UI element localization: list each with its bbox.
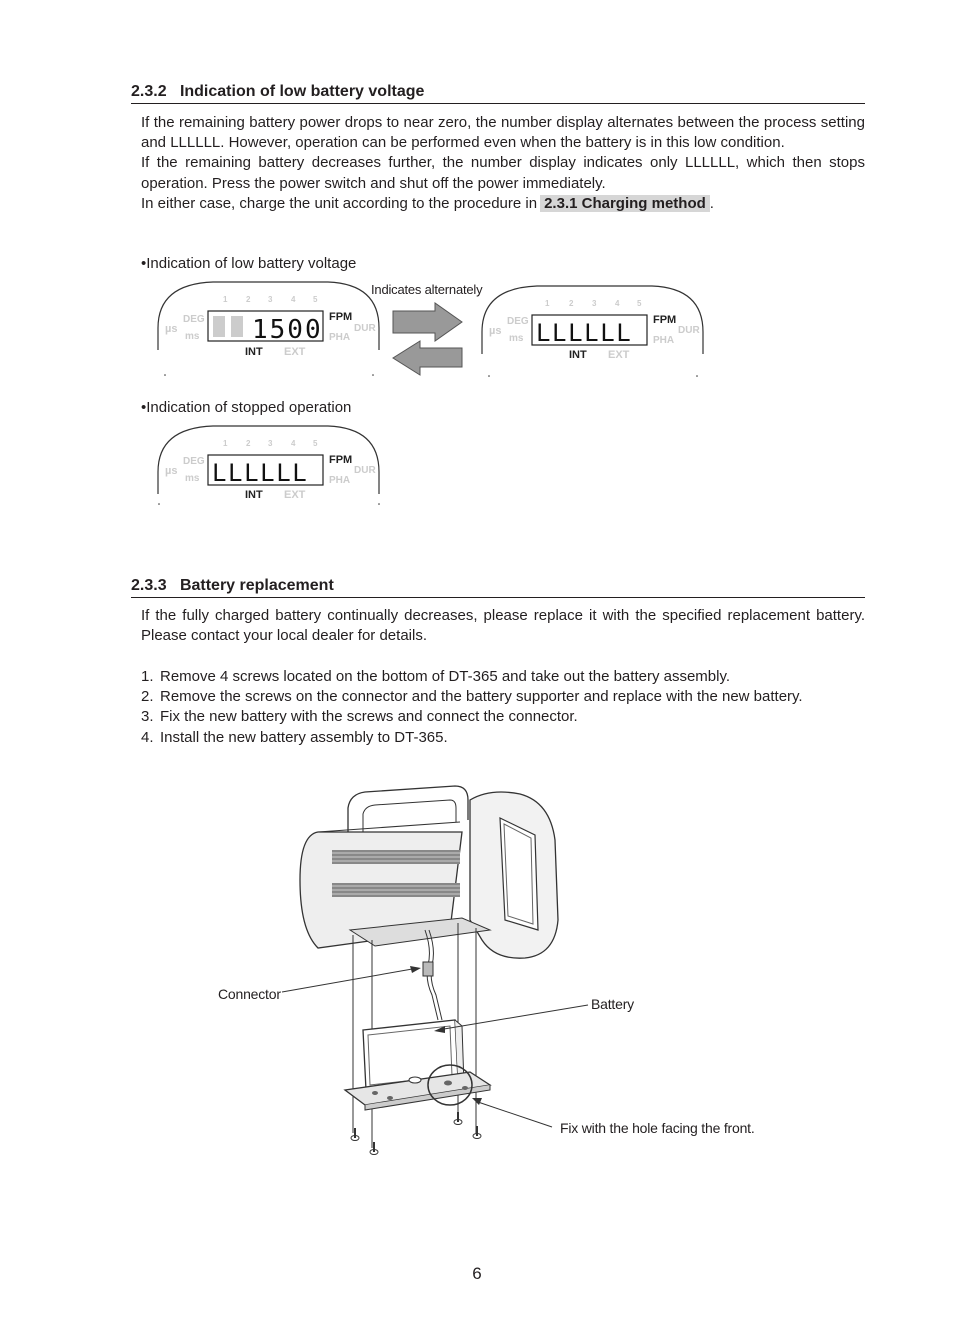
lcd-dur-indicator: DUR	[354, 323, 376, 334]
paragraph-text: .	[709, 194, 714, 212]
lcd-fpm-indicator: FPM	[329, 454, 353, 466]
lcd-int-indicator: INT	[245, 346, 263, 358]
list-item	[141, 687, 865, 707]
lcd-dur-indicator: DUR	[354, 465, 376, 476]
lcd-digit-label: 4	[291, 439, 296, 448]
step-number: 1.	[141, 668, 154, 685]
lcd-digit-label: 3	[268, 439, 273, 448]
lcd-digit-label: 2	[246, 295, 251, 304]
lcd-digit-label: 1	[545, 299, 550, 308]
page-number: 6	[472, 1264, 482, 1283]
connector-plug	[423, 962, 433, 976]
lcd-ms-indicator: ms	[185, 331, 200, 342]
low-voltage-caption: •Indication of low battery voltage	[141, 255, 357, 272]
section-heading-2-3-2	[131, 83, 865, 104]
step-number: 4.	[141, 728, 154, 746]
connector-label: Connector	[218, 986, 281, 1002]
battery-replacement-intro: If the fully charged battery continually decreases, please replace it with the specified replacement battery. Please contact your local dealer for details.	[141, 607, 865, 645]
lcd-digit-label: 2	[569, 299, 574, 308]
section-heading-2-3-3	[131, 577, 865, 598]
screw-icon	[473, 1126, 481, 1139]
list-item	[141, 667, 865, 687]
low-battery-description	[141, 113, 865, 214]
lcd-ms-indicator: ms	[509, 333, 524, 344]
arrow-left-icon	[393, 341, 462, 375]
lcd-int-indicator: INT	[569, 349, 587, 361]
lcd-digit-label: 3	[268, 295, 273, 304]
lcd-pha-indicator: PHA	[329, 475, 351, 486]
screw-icon	[454, 1112, 462, 1125]
lcd-display-stopped	[153, 424, 383, 524]
fix-hole-label: Fix with the hole facing the front.	[560, 1120, 755, 1136]
stopped-operation-caption: •Indication of stopped operation	[141, 399, 352, 416]
alternation-arrows	[390, 301, 470, 376]
paragraph	[141, 194, 865, 214]
lcd-digit-label: 4	[291, 295, 296, 304]
lcd-int-indicator: INT	[245, 489, 263, 501]
paragraph-text: In either case, charge the unit according to the procedure in	[141, 194, 538, 212]
lcd-us-indicator: µs	[165, 465, 178, 477]
step-number: 2.	[141, 688, 154, 706]
lcd-ms-indicator: ms	[185, 473, 200, 484]
lcd-ext-indicator: EXT	[284, 346, 306, 358]
lcd-pha-indicator: PHA	[653, 335, 675, 346]
lcd-us-indicator: µs	[489, 325, 502, 337]
screw-icon	[370, 1142, 378, 1155]
fix-hole-leader-line	[472, 1098, 552, 1127]
step-text: Install the new battery assembly to DT-365.	[160, 728, 448, 746]
arrow-right-icon	[393, 303, 462, 341]
paragraph: If the remaining battery power drops to near zero, the number display alternates between the process setting and LLLLLL. However, operation can be performed even when the battery is in this low condition.	[141, 114, 865, 152]
lcd-fpm-indicator: FPM	[329, 311, 353, 323]
lcd-digit-label: 5	[313, 439, 318, 448]
lcd-digit-label: 2	[246, 439, 251, 448]
section-title: Battery replacement	[179, 577, 334, 594]
lcd-deg-indicator: DEG	[183, 314, 205, 325]
lcd-dur-indicator: DUR	[678, 325, 700, 336]
step-text: Fix the new battery with the screws and connect the connector.	[160, 708, 578, 726]
indicates-alternately-label: Indicates alternately	[371, 282, 483, 297]
step-text: Remove the screws on the connector and the battery supporter and replace with the new battery.	[160, 688, 803, 706]
lcd-fpm-indicator: FPM	[653, 314, 677, 326]
battery-replacement-illustration	[200, 780, 760, 1170]
connector-leader-line	[282, 966, 421, 992]
charging-method-link[interactable]: 2.3.1 Charging method	[540, 195, 710, 212]
step-number: 3.	[141, 708, 154, 726]
lcd-ext-indicator: EXT	[284, 489, 306, 501]
lcd-deg-indicator: DEG	[507, 316, 529, 327]
list-item	[141, 707, 865, 727]
lcd-digit-label: 1	[223, 295, 228, 304]
step-text: Remove 4 screws located on the bottom of DT-365 and take out the battery assembly.	[160, 668, 731, 685]
lcd-value: LLLLLL	[536, 319, 633, 347]
lcd-display-process	[153, 280, 383, 380]
lcd-display-low-alternate	[477, 284, 707, 384]
lcd-ext-indicator: EXT	[608, 349, 630, 361]
replacement-steps	[141, 667, 865, 748]
lcd-value: LLLLLL	[212, 459, 309, 487]
lcd-pha-indicator: PHA	[329, 332, 351, 343]
lcd-digit-label: 3	[592, 299, 597, 308]
lcd-digit-label: 5	[313, 295, 318, 304]
list-item	[141, 728, 865, 748]
lcd-us-indicator: µs	[165, 323, 178, 335]
section-number: 2.3.2	[131, 83, 167, 100]
lcd-value: 1500	[252, 315, 323, 345]
paragraph: If the remaining battery decreases further, the number display indicates only LLLLLL, which then stops operation. Press the power switch and shut off the power immediately.	[141, 154, 865, 192]
screw-icon	[351, 1128, 359, 1141]
lcd-digit-label: 4	[615, 299, 620, 308]
lcd-digit-label: 1	[223, 439, 228, 448]
lcd-digit-label: 5	[637, 299, 642, 308]
section-number: 2.3.3	[131, 577, 167, 594]
battery-label: Battery	[591, 996, 634, 1012]
lcd-deg-indicator: DEG	[183, 456, 205, 467]
section-title: Indication of low battery voltage	[179, 83, 425, 100]
